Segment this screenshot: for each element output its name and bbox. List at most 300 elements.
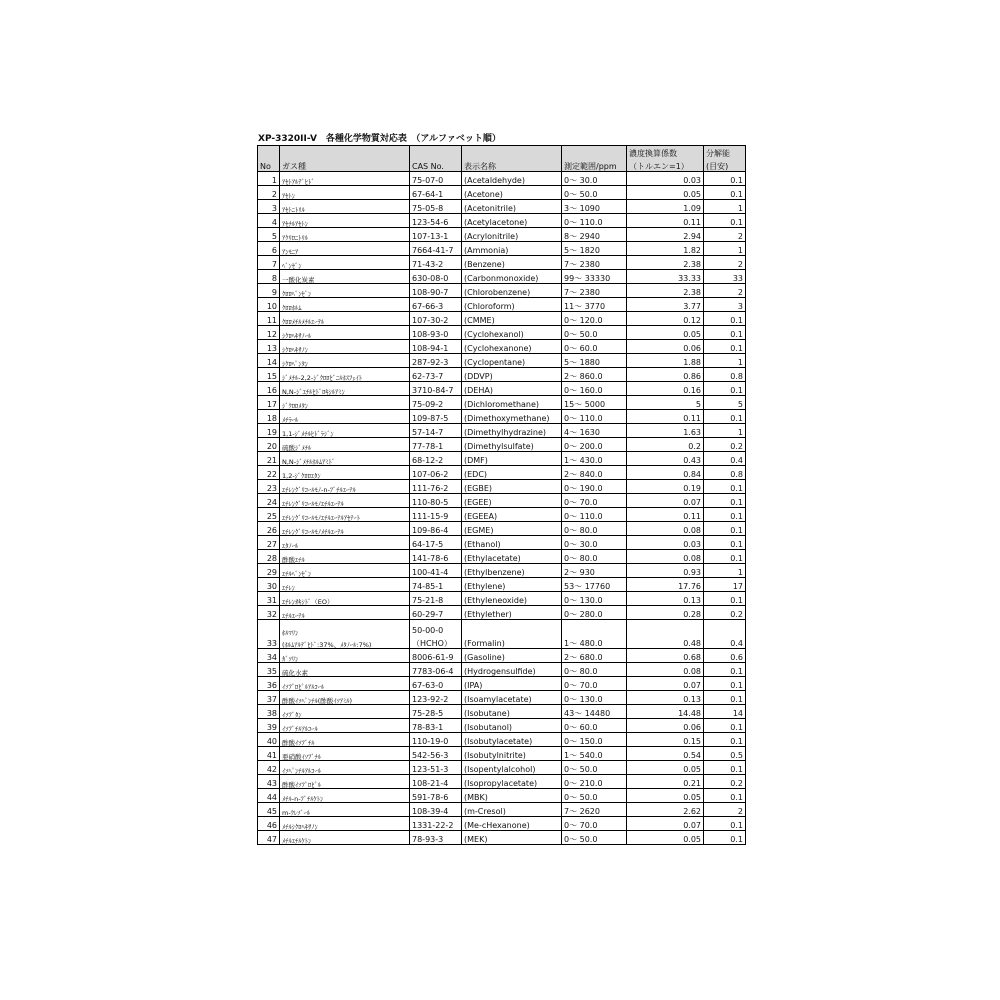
measure-range: 0～ 80.0 (562, 663, 627, 677)
table-row (258, 536, 746, 550)
cas-number: 74-85-1 (410, 578, 462, 592)
conversion-factor: 2.38 (627, 284, 704, 298)
resolution: 0.1 (704, 817, 746, 831)
cas-number: 75-09-2 (410, 396, 462, 410)
conversion-factor: 1.88 (627, 354, 704, 368)
conversion-factor: 0.07 (627, 677, 704, 691)
table-row (258, 256, 746, 270)
gas-name: ｲｿﾍﾟﾝﾁﾙｱﾙｺｰﾙ (280, 761, 410, 775)
row-no: 46 (258, 817, 280, 831)
table-row (258, 831, 746, 845)
table-row (258, 242, 746, 256)
document-title: XP-3320II-V 各種化学物質対応表 （アルファベット順） (258, 134, 501, 144)
display-name: (EGEEA) (462, 508, 562, 522)
cas-number: 108-21-4 (410, 775, 462, 789)
row-no: 11 (258, 312, 280, 326)
gas-name: 硫酸ｼﾞﾒﾁﾙ (280, 438, 410, 452)
cas-number: 110-19-0 (410, 733, 462, 747)
measure-range: 0～ 130.0 (562, 691, 627, 705)
measure-range: 0～ 280.0 (562, 606, 627, 620)
row-no: 43 (258, 775, 280, 789)
resolution: 0.1 (704, 410, 746, 424)
measure-range: 0～ 80.0 (562, 550, 627, 564)
conversion-factor: 2.62 (627, 803, 704, 817)
row-no: 44 (258, 789, 280, 803)
cas-number: 75-05-8 (410, 200, 462, 214)
cas-number: 123-51-3 (410, 761, 462, 775)
measure-range: 15～ 5000 (562, 396, 627, 410)
table-row (258, 578, 746, 592)
resolution: 0.1 (704, 719, 746, 733)
display-name: (Ethanol) (462, 536, 562, 550)
row-no: 42 (258, 761, 280, 775)
display-name: (Ethylacetate) (462, 550, 562, 564)
display-name: (Carbonmonoxide) (462, 270, 562, 284)
header-factor: 濃度換算係数 (627, 146, 704, 159)
display-name: (Acetone) (462, 186, 562, 200)
resolution: 0.1 (704, 326, 746, 340)
row-no: 20 (258, 438, 280, 452)
cas-number: 7783-06-4 (410, 663, 462, 677)
row-no: 31 (258, 592, 280, 606)
measure-range: 8～ 2940 (562, 228, 627, 242)
table-row (258, 298, 746, 312)
measure-range: 0～ 30.0 (562, 172, 627, 186)
gas-name: 酢酸ｴﾁﾙ (280, 550, 410, 564)
measure-range: 0～ 200.0 (562, 438, 627, 452)
display-name: (Acrylonitrile) (462, 228, 562, 242)
row-no: 35 (258, 663, 280, 677)
measure-range: 0～ 110.0 (562, 410, 627, 424)
resolution: 0.1 (704, 508, 746, 522)
cas-number: 108-90-7 (410, 284, 462, 298)
resolution: 0.1 (704, 663, 746, 677)
resolution: 0.1 (704, 312, 746, 326)
table-row (258, 382, 746, 396)
measure-range: 0～ 60.0 (562, 340, 627, 354)
gas-name-line1: ﾎﾙﾏﾘﾝ (282, 629, 299, 637)
resolution: 2 (704, 803, 746, 817)
row-no: 38 (258, 705, 280, 719)
table-row (258, 775, 746, 789)
conversion-factor: 0.07 (627, 494, 704, 508)
conversion-factor: 0.05 (627, 789, 704, 803)
table-row (258, 677, 746, 691)
conversion-factor: 0.15 (627, 733, 704, 747)
table-row (258, 480, 746, 494)
row-no: 6 (258, 242, 280, 256)
row-no: 14 (258, 354, 280, 368)
cas-number: 630-08-0 (410, 270, 462, 284)
cas-number: 123-54-6 (410, 214, 462, 228)
header-display-name: 表示名称 (462, 146, 562, 172)
display-name: (Gasoline) (462, 649, 562, 663)
resolution: 0.1 (704, 340, 746, 354)
resolution: 0.2 (704, 775, 746, 789)
header-factor-sub: （トルエン=1） (627, 158, 704, 172)
cas-number: 110-80-5 (410, 494, 462, 508)
conversion-factor: 0.16 (627, 382, 704, 396)
measure-range: 1～ 480.0 (562, 620, 627, 649)
display-name: (MEK) (462, 831, 562, 845)
conversion-factor: 5 (627, 396, 704, 410)
table-row (258, 410, 746, 424)
table-row (258, 466, 746, 480)
measure-range: 0～ 50.0 (562, 186, 627, 200)
table-row (258, 508, 746, 522)
resolution: 1 (704, 424, 746, 438)
conversion-factor: 0.19 (627, 480, 704, 494)
display-name: (Ethylether) (462, 606, 562, 620)
conversion-factor: 33.33 (627, 270, 704, 284)
gas-name: N,N-ｼﾞｴﾁﾙﾋﾄﾞﾛｷｼﾙｱﾐﾝ (280, 382, 410, 396)
gas-name: ｴﾁﾚﾝｸﾞﾘｺｰﾙﾓﾉﾒﾁﾙｴｰﾃﾙ (280, 522, 410, 536)
row-no: 8 (258, 270, 280, 284)
table-row (258, 214, 746, 228)
row-no: 24 (258, 494, 280, 508)
conversion-factor: 0.06 (627, 340, 704, 354)
table-row (258, 186, 746, 200)
measure-range: 5～ 1820 (562, 242, 627, 256)
cas-number: 109-87-5 (410, 410, 462, 424)
row-no: 18 (258, 410, 280, 424)
display-name: (Isobutylnitrite) (462, 747, 562, 761)
gas-name: ｼｸﾛﾍｷｻﾉﾝ (280, 340, 410, 354)
cas-number: 75-07-0 (410, 172, 462, 186)
display-name: (Formalin) (462, 620, 562, 649)
gas-name: 亜硝酸ｲｿﾌﾞﾁﾙ (280, 747, 410, 761)
measure-range: 3～ 1090 (562, 200, 627, 214)
table-row (258, 620, 746, 649)
resolution: 0.1 (704, 831, 746, 845)
measure-range: 0～ 160.0 (562, 382, 627, 396)
resolution: 1 (704, 354, 746, 368)
display-name: (Chlorobenzene) (462, 284, 562, 298)
conversion-factor: 0.05 (627, 761, 704, 775)
conversion-factor: 0.05 (627, 186, 704, 200)
gas-name: ｱﾝﾓﾆｱ (280, 242, 410, 256)
row-no: 37 (258, 691, 280, 705)
row-no: 28 (258, 550, 280, 564)
header-gas: ガス種 (280, 146, 410, 172)
display-name: (DEHA) (462, 382, 562, 396)
cas-number: 57-14-7 (410, 424, 462, 438)
chemical-table (257, 145, 746, 845)
cas-number: 68-12-2 (410, 452, 462, 466)
row-no: 16 (258, 382, 280, 396)
display-name: (Isobutane) (462, 705, 562, 719)
cas-number: 67-63-0 (410, 677, 462, 691)
resolution: 0.1 (704, 761, 746, 775)
conversion-factor: 0.21 (627, 775, 704, 789)
measure-range: 0～ 70.0 (562, 494, 627, 508)
gas-name: ｴﾁﾚﾝｵｷｼﾄﾞ（EO） (280, 592, 410, 606)
gas-name: 1,1-ｼﾞﾒﾁﾙﾋﾄﾞﾗｼﾞﾝ (280, 424, 410, 438)
gas-name: ｴﾁﾙｴｰﾃﾙ (280, 606, 410, 620)
gas-name: ﾒﾁﾙ-n-ﾌﾞﾁﾙｹﾄﾝ (280, 789, 410, 803)
conversion-factor: 0.84 (627, 466, 704, 480)
gas-name: 酢酸ｲｿﾌﾞﾁﾙ (280, 733, 410, 747)
resolution: 0.1 (704, 186, 746, 200)
measure-range: 0～ 130.0 (562, 592, 627, 606)
conversion-factor: 0.11 (627, 214, 704, 228)
measure-range: 99～ 33330 (562, 270, 627, 284)
conversion-factor: 0.48 (627, 620, 704, 649)
cas-number: 78-93-3 (410, 831, 462, 845)
table-row (258, 803, 746, 817)
table-body (258, 172, 746, 845)
conversion-factor: 0.05 (627, 831, 704, 845)
cas-number: 78-83-1 (410, 719, 462, 733)
table-row (258, 172, 746, 186)
display-name: (Dimethylhydrazine) (462, 424, 562, 438)
resolution: 1 (704, 242, 746, 256)
table-row (258, 606, 746, 620)
gas-name: 酢酸ｲｿﾍﾟﾝﾁﾙ(酢酸ｲｿｱﾐﾙ) (280, 691, 410, 705)
measure-range: 7～ 2620 (562, 803, 627, 817)
table-row (258, 270, 746, 284)
display-name: (EGME) (462, 522, 562, 536)
measure-range: 0～ 80.0 (562, 522, 627, 536)
cas-number: 107-13-1 (410, 228, 462, 242)
table-row (258, 368, 746, 382)
conversion-factor: 14.48 (627, 705, 704, 719)
measure-range: 1～ 430.0 (562, 452, 627, 466)
conversion-factor: 0.11 (627, 410, 704, 424)
resolution: 33 (704, 270, 746, 284)
resolution: 0.1 (704, 214, 746, 228)
conversion-factor: 2.94 (627, 228, 704, 242)
gas-name: ｼｸﾛﾍｷｻﾉｰﾙ (280, 326, 410, 340)
gas-name: ｴﾁﾚﾝｸﾞﾘｺｰﾙﾓﾉｴﾁﾙｴｰﾃﾙ (280, 494, 410, 508)
gas-name: ｸﾛﾛﾎﾙﾑ (280, 298, 410, 312)
cas-number: 111-76-2 (410, 480, 462, 494)
row-no: 47 (258, 831, 280, 845)
cas-number: 108-94-1 (410, 340, 462, 354)
measure-range: 4～ 1630 (562, 424, 627, 438)
table-row (258, 761, 746, 775)
resolution: 0.8 (704, 368, 746, 382)
cas-number: 62-73-7 (410, 368, 462, 382)
measure-range: 2～ 840.0 (562, 466, 627, 480)
conversion-factor: 0.11 (627, 508, 704, 522)
measure-range: 0～ 190.0 (562, 480, 627, 494)
gas-name: ｼｸﾛﾍﾟﾝﾀﾝ (280, 354, 410, 368)
row-no: 5 (258, 228, 280, 242)
gas-name-line2: (ﾎﾙﾑｱﾙﾃﾞﾋﾄﾞ:37%、ﾒﾀﾉｰﾙ:7%) (282, 640, 372, 649)
measure-range: 0～ 50.0 (562, 831, 627, 845)
table-row (258, 354, 746, 368)
table-row (258, 550, 746, 564)
measure-range: 2～ 860.0 (562, 368, 627, 382)
resolution: 0.2 (704, 438, 746, 452)
table-row (258, 424, 746, 438)
cas-number (410, 620, 462, 649)
header-cas: CAS No. (410, 146, 462, 172)
display-name: (Ammonia) (462, 242, 562, 256)
resolution: 1 (704, 564, 746, 578)
measure-range: 0～ 70.0 (562, 817, 627, 831)
cas-number: 77-78-1 (410, 438, 462, 452)
gas-name: ｸﾛﾛﾒﾁﾙﾒﾁﾙｴｰﾃﾙ (280, 312, 410, 326)
gas-name: ﾒﾁﾙｴﾁﾙｹﾄﾝ (280, 831, 410, 845)
gas-name (280, 620, 410, 649)
row-no: 19 (258, 424, 280, 438)
resolution: 0.1 (704, 592, 746, 606)
resolution: 2 (704, 228, 746, 242)
row-no: 21 (258, 452, 280, 466)
cas-number: 108-93-0 (410, 326, 462, 340)
resolution: 0.1 (704, 789, 746, 803)
conversion-factor: 0.86 (627, 368, 704, 382)
measure-range: 2～ 680.0 (562, 649, 627, 663)
table-row (258, 691, 746, 705)
resolution: 17 (704, 578, 746, 592)
measure-range: 0～ 30.0 (562, 536, 627, 550)
row-no: 7 (258, 256, 280, 270)
resolution: 0.8 (704, 466, 746, 480)
gas-name: ｴﾀﾉｰﾙ (280, 536, 410, 550)
cas-number: 64-17-5 (410, 536, 462, 550)
display-name: (Cyclohexanone) (462, 340, 562, 354)
display-name: (Isopropylacetate) (462, 775, 562, 789)
conversion-factor: 2.38 (627, 256, 704, 270)
table-row (258, 438, 746, 452)
row-no: 41 (258, 747, 280, 761)
table-row (258, 649, 746, 663)
measure-range: 2～ 930 (562, 564, 627, 578)
gas-name: ﾒﾁﾙｼｸﾛﾍｷｻﾉﾝ (280, 817, 410, 831)
display-name: (Hydrogensulfide) (462, 663, 562, 677)
row-no: 23 (258, 480, 280, 494)
display-name: (Ethylbenzene) (462, 564, 562, 578)
conversion-factor: 0.12 (627, 312, 704, 326)
resolution: 0.1 (704, 522, 746, 536)
measure-range: 5～ 1880 (562, 354, 627, 368)
cas-number: 67-66-3 (410, 298, 462, 312)
measure-range: 0～ 150.0 (562, 733, 627, 747)
table-row (258, 789, 746, 803)
resolution: 0.1 (704, 691, 746, 705)
cas-number: 71-43-2 (410, 256, 462, 270)
display-name: (Cyclohexanol) (462, 326, 562, 340)
resolution: 2 (704, 256, 746, 270)
measure-range: 0～ 110.0 (562, 214, 627, 228)
table-row (258, 705, 746, 719)
gas-name: ﾒﾁﾗｰﾙ (280, 410, 410, 424)
cas-number: 108-39-4 (410, 803, 462, 817)
gas-name: ｴﾁﾚﾝ (280, 578, 410, 592)
gas-name: ｴﾁﾚﾝｸﾞﾘｺｰﾙﾓﾉ-n-ﾌﾞﾁﾙｴｰﾃﾙ (280, 480, 410, 494)
gas-name: ｱｸﾘﾛﾆﾄﾘﾙ (280, 228, 410, 242)
resolution: 5 (704, 396, 746, 410)
measure-range: 0～ 50.0 (562, 326, 627, 340)
table-row (258, 719, 746, 733)
table-row (258, 817, 746, 831)
resolution: 2 (704, 284, 746, 298)
gas-name: m-ｸﾚｿﾞｰﾙ (280, 803, 410, 817)
display-name: (Chloroform) (462, 298, 562, 312)
cas-number: 591-78-6 (410, 789, 462, 803)
cas-number: 1331-22-2 (410, 817, 462, 831)
row-no: 30 (258, 578, 280, 592)
cas-number: 109-86-4 (410, 522, 462, 536)
cas-number: 67-64-1 (410, 186, 462, 200)
row-no: 33 (258, 620, 280, 649)
measure-range: 0～ 70.0 (562, 677, 627, 691)
display-name: (Isopentylalcohol) (462, 761, 562, 775)
table-row (258, 663, 746, 677)
gas-name: ｴﾁﾚﾝｸﾞﾘｺｰﾙﾓﾉｴﾁﾙｴｰﾃﾙｱｾﾃｰﾄ (280, 508, 410, 522)
conversion-factor: 0.08 (627, 522, 704, 536)
conversion-factor: 1.82 (627, 242, 704, 256)
conversion-factor: 0.03 (627, 536, 704, 550)
header-resolution: 分解能 (704, 146, 746, 159)
display-name: (Acetylacetone) (462, 214, 562, 228)
display-name: (IPA) (462, 677, 562, 691)
display-name: (Isobutanol) (462, 719, 562, 733)
gas-name: ｲｿﾌﾞﾀﾝ (280, 705, 410, 719)
display-name: (MBK) (462, 789, 562, 803)
measure-range: 0～ 110.0 (562, 508, 627, 522)
measure-range: 0～ 50.0 (562, 761, 627, 775)
gas-name: 酢酸ｲｿﾌﾟﾛﾋﾟﾙ (280, 775, 410, 789)
measure-range: 43～ 14480 (562, 705, 627, 719)
display-name: (m-Cresol) (462, 803, 562, 817)
table-row (258, 522, 746, 536)
table-header (258, 146, 746, 172)
table-row (258, 200, 746, 214)
resolution: 14 (704, 705, 746, 719)
measure-range: 1～ 540.0 (562, 747, 627, 761)
display-name: (Dimethylsulfate) (462, 438, 562, 452)
row-no: 17 (258, 396, 280, 410)
display-name: (DDVP) (462, 368, 562, 382)
cas-number: 287-92-3 (410, 354, 462, 368)
row-no: 15 (258, 368, 280, 382)
row-no: 4 (258, 214, 280, 228)
conversion-factor: 0.68 (627, 649, 704, 663)
gas-name: ｱｾﾄﾝ (280, 186, 410, 200)
gas-name: ｸﾛﾛﾍﾞﾝｾﾞﾝ (280, 284, 410, 298)
cas-number-line2: （HCHO） (412, 639, 452, 648)
cas-number: 542-56-3 (410, 747, 462, 761)
display-name: (DMF) (462, 452, 562, 466)
measure-range: 7～ 2380 (562, 256, 627, 270)
conversion-factor: 0.08 (627, 663, 704, 677)
gas-name: ﾍﾞﾝｾﾞﾝ (280, 256, 410, 270)
conversion-factor: 0.13 (627, 691, 704, 705)
resolution: 0.1 (704, 172, 746, 186)
cas-number: 100-41-4 (410, 564, 462, 578)
header-no: No (258, 146, 280, 172)
row-no: 45 (258, 803, 280, 817)
cas-number: 141-78-6 (410, 550, 462, 564)
conversion-factor: 3.77 (627, 298, 704, 312)
gas-name: 1,2-ｼﾞｸﾛﾛｴﾀﾝ (280, 466, 410, 480)
gas-name: ｱｾﾁﾙｱｾﾄﾝ (280, 214, 410, 228)
display-name: (Ethylene) (462, 578, 562, 592)
conversion-factor: 0.28 (627, 606, 704, 620)
row-no: 40 (258, 733, 280, 747)
resolution: 0.4 (704, 620, 746, 649)
display-name: (Acetonitrile) (462, 200, 562, 214)
resolution: 0.1 (704, 382, 746, 396)
gas-name: N,N-ｼﾞﾒﾁﾙﾎﾙﾑｱﾐﾄﾞ (280, 452, 410, 466)
resolution: 0.5 (704, 747, 746, 761)
display-name: (Acetaldehyde) (462, 172, 562, 186)
row-no: 3 (258, 200, 280, 214)
